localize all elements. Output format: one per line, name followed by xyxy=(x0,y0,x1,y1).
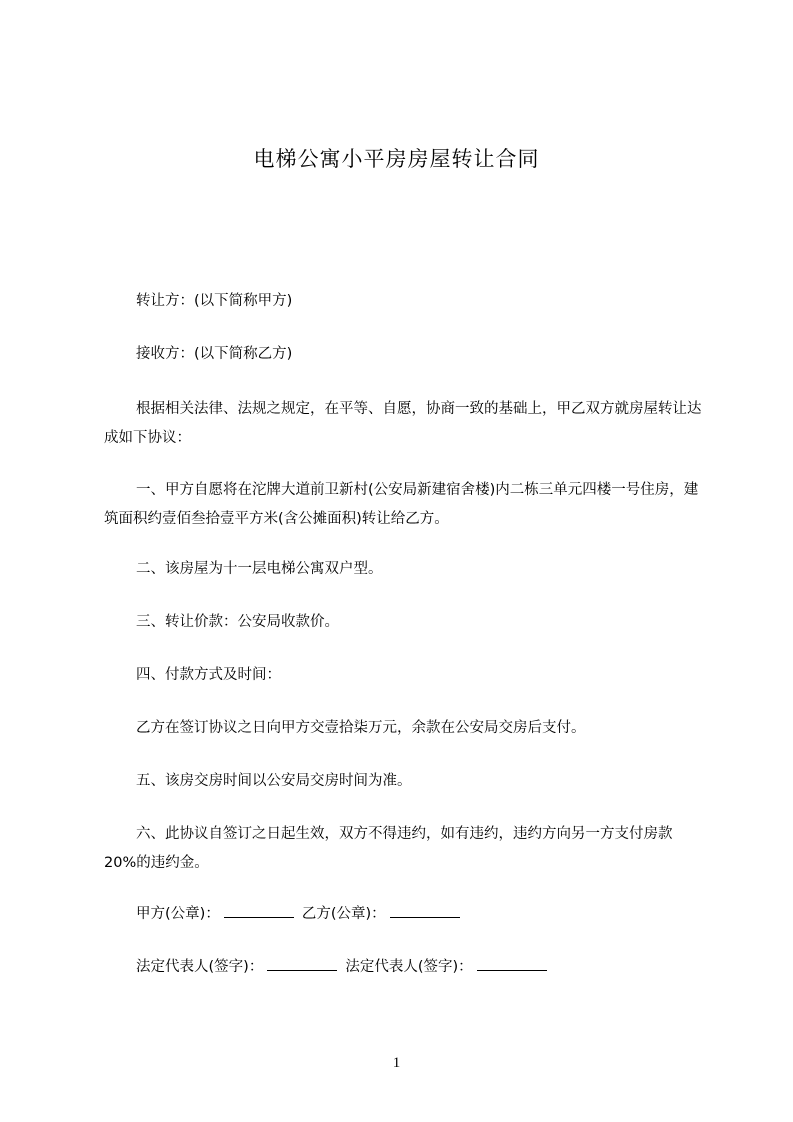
rep-b-blank xyxy=(477,956,547,971)
transferor-line: 转让方：(以下简称甲方) xyxy=(136,293,293,309)
clause-5-line: 五、该房交房时间以公安局交房时间为准。 xyxy=(136,773,412,789)
clause-3-line: 三、转让价款：公安局收款价。 xyxy=(136,614,339,630)
clause-1-paragraph: 一、甲方自愿将在沱牌大道前卫新村(公安局新建宿舍楼)内二栋三单元四楼一号住房，建筑面积约壹佰叁拾壹平方米(含公摊面积)转让给乙方。 xyxy=(104,482,699,527)
seal-signature-row xyxy=(136,903,468,925)
document-title: 电梯公寓小平房房屋转让合同 xyxy=(253,147,540,171)
party-a-seal-blank xyxy=(224,903,294,918)
clause-4-detail-line: 乙方在签订协议之日向甲方交壹拾柒万元，余款在公安局交房后支付。 xyxy=(136,720,586,736)
party-b-seal-label: 乙方(公章)： xyxy=(301,906,386,922)
clause-6-paragraph: 六、此协议自签订之日起生效，双方不得违约，如有违约，违约方向另一方支付房款 20%的违约金。 xyxy=(104,826,673,871)
page-number: 1 xyxy=(392,1055,401,1071)
party-a-seal-label: 甲方(公章)： xyxy=(136,906,220,922)
transferee-line: 接收方：(以下简称乙方) xyxy=(136,346,293,362)
clause-2-line: 二、该房屋为十一层电梯公寓双户型。 xyxy=(136,561,383,577)
rep-b-label: 法定代表人(签字)： xyxy=(345,959,473,975)
rep-a-label: 法定代表人(签字)： xyxy=(136,959,264,975)
representative-signature-row xyxy=(136,956,555,978)
party-b-seal-blank xyxy=(390,903,460,918)
clause-4-line: 四、付款方式及时间： xyxy=(136,667,281,683)
preamble-paragraph: 根据相关法律、法规之规定，在平等、自愿，协商一致的基础上，甲乙双方就房屋转让达成如下协议： xyxy=(104,401,702,446)
rep-a-blank xyxy=(267,956,337,971)
